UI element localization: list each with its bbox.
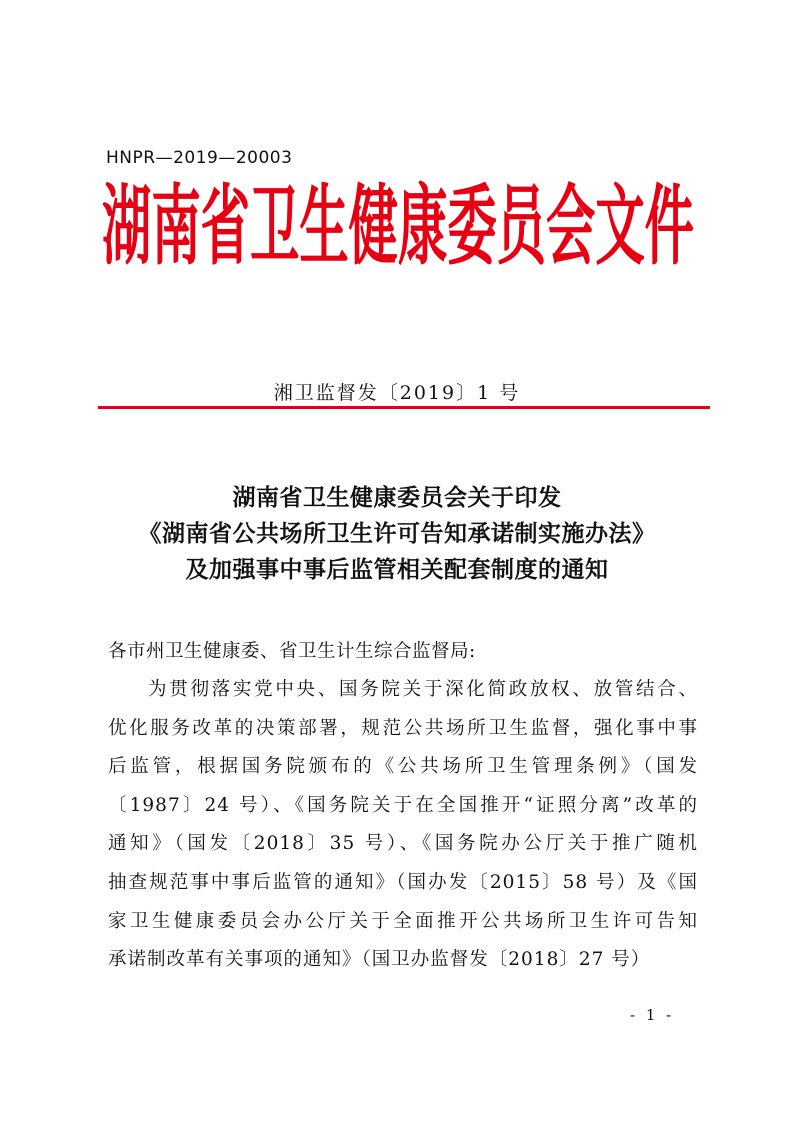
notice-title-line: 湖南省卫生健康委员会关于印发 <box>232 484 562 511</box>
paragraph-line: 〔1987〕24 号）、《国务院关于在全国推开“证照分离”改革的 <box>108 794 698 816</box>
notice-title-line: 及加强事中事后监管相关配套制度的通知 <box>185 556 609 583</box>
notice-title <box>0 480 794 588</box>
notice-title-line: 《湖南省公共场所卫生许可告知承诺制实施办法》 <box>138 520 656 547</box>
red-divider-line <box>98 406 710 409</box>
paragraph-line: 通知》（国发〔2018〕35 号）、《国务院办公厅关于推广随机 <box>108 833 698 855</box>
page-number: - 1 - <box>630 1006 675 1024</box>
red-header-title <box>98 175 698 283</box>
paragraph-line: 抽查规范事中事后监管的通知》（国办发〔2015〕58 号）及《国 <box>108 871 698 893</box>
body-text <box>108 633 698 980</box>
red-header-svg <box>98 175 698 283</box>
paragraph-line: 为贯彻落实党中央、国务院关于深化简政放权、放管结合、 <box>148 679 698 700</box>
paragraph-line: 承诺制改革有关事项的通知》（国卫办监督发〔2018〕27 号） <box>108 949 651 971</box>
document-number: 湘卫监督发〔2019〕1 号 <box>273 382 521 404</box>
paragraph-line: 家卫生健康委员会办公厅关于全面推开公共场所卫生许可告知 <box>108 910 698 932</box>
paragraph-line: 优化服务改革的决策部署，规范公共场所卫生监督，强化事中事 <box>108 717 698 739</box>
salutation: 各市州卫生健康委、省卫生计生综合监督局: <box>108 641 476 662</box>
header-title-text: 湖南省卫生健康委员会文件 <box>101 175 694 278</box>
paragraph-line: 后监管，根据国务院颁布的《公共场所卫生管理条例》（国发 <box>108 756 698 778</box>
document-code: HNPR—2019—20003 <box>106 148 293 168</box>
